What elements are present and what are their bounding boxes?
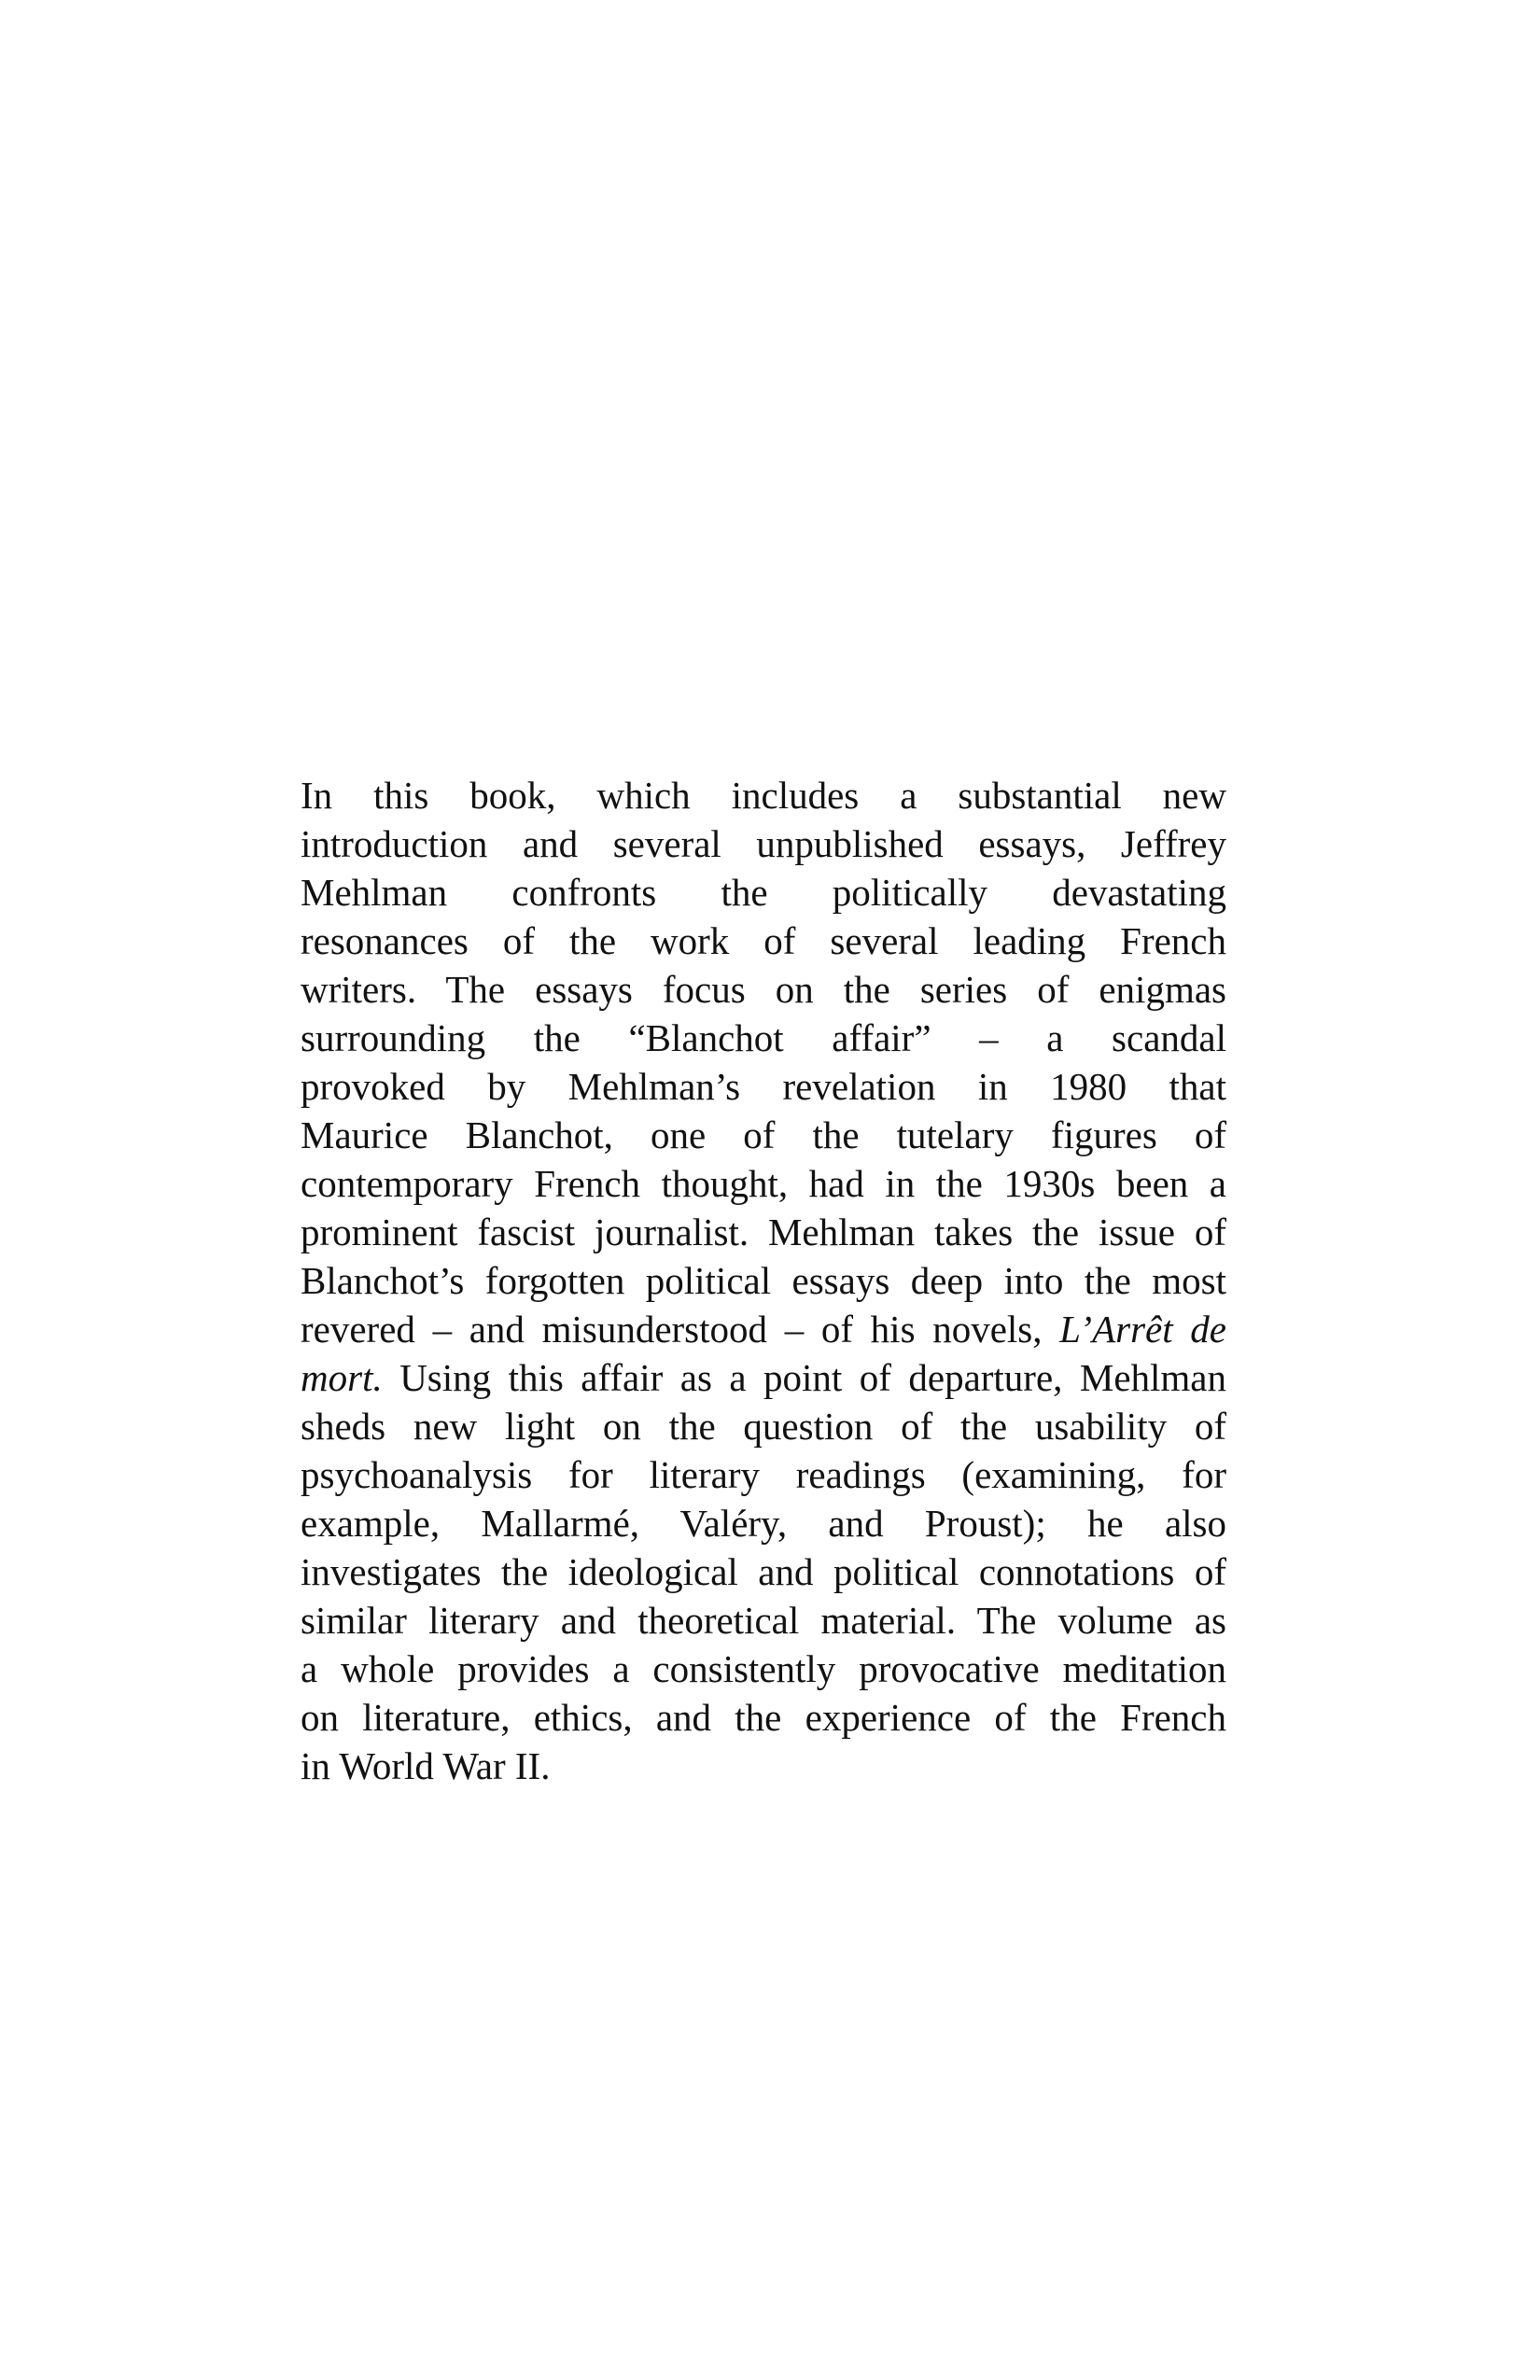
text-line: resonances of the work of several leading French [301, 919, 1226, 962]
text-line: psychoanalysis for literary readings (examining, for [301, 1453, 1226, 1496]
text-segment: revered – and misunderstood – of his novels, [301, 1308, 1043, 1351]
text-line: similar literary and theoretical material. The volume as [301, 1599, 1226, 1642]
novel-title-end: mort. [301, 1356, 383, 1399]
text-line [301, 1353, 1226, 1402]
text-line: prominent fascist journalist. Mehlman takes the issue of [301, 1211, 1226, 1253]
text-line: contemporary French thought, had in the 1930s been a [301, 1162, 1226, 1205]
novel-title: L’Arrêt de [1059, 1308, 1226, 1351]
text-line: example, Mallarmé, Valéry, and Proust); he also [301, 1502, 1226, 1545]
text-line: on literature, ethics, and the experience of the French [301, 1696, 1226, 1739]
text-line: provoked by Mehlman’s revelation in 1980 that [301, 1065, 1226, 1108]
book-description [301, 771, 1226, 1790]
text-line: investigates the ideological and political connotations of [301, 1550, 1226, 1593]
text-line: Maurice Blanchot, one of the tutelary figures of [301, 1113, 1226, 1156]
text-line: Blanchot’s forgotten political essays deep into the most [301, 1259, 1226, 1302]
text-line: in World War II. [301, 1744, 551, 1787]
text-line: Mehlman confronts the politically devastating [301, 871, 1226, 914]
text-line: In this book, which includes a substantial new [301, 774, 1226, 817]
text-line: introduction and several unpublished essays, Jeffrey [301, 822, 1226, 865]
text-line [301, 1305, 1226, 1353]
text-line: sheds new light on the question of the usability of [301, 1405, 1226, 1448]
text-line: a whole provides a consistently provocative meditation [301, 1647, 1226, 1690]
text-line: writers. The essays focus on the series of enigmas [301, 968, 1226, 1011]
text-segment: Using this affair as a point of departure, Mehlman [399, 1356, 1227, 1399]
text-line: surrounding the “Blanchot affair” – a scandal [301, 1016, 1226, 1059]
